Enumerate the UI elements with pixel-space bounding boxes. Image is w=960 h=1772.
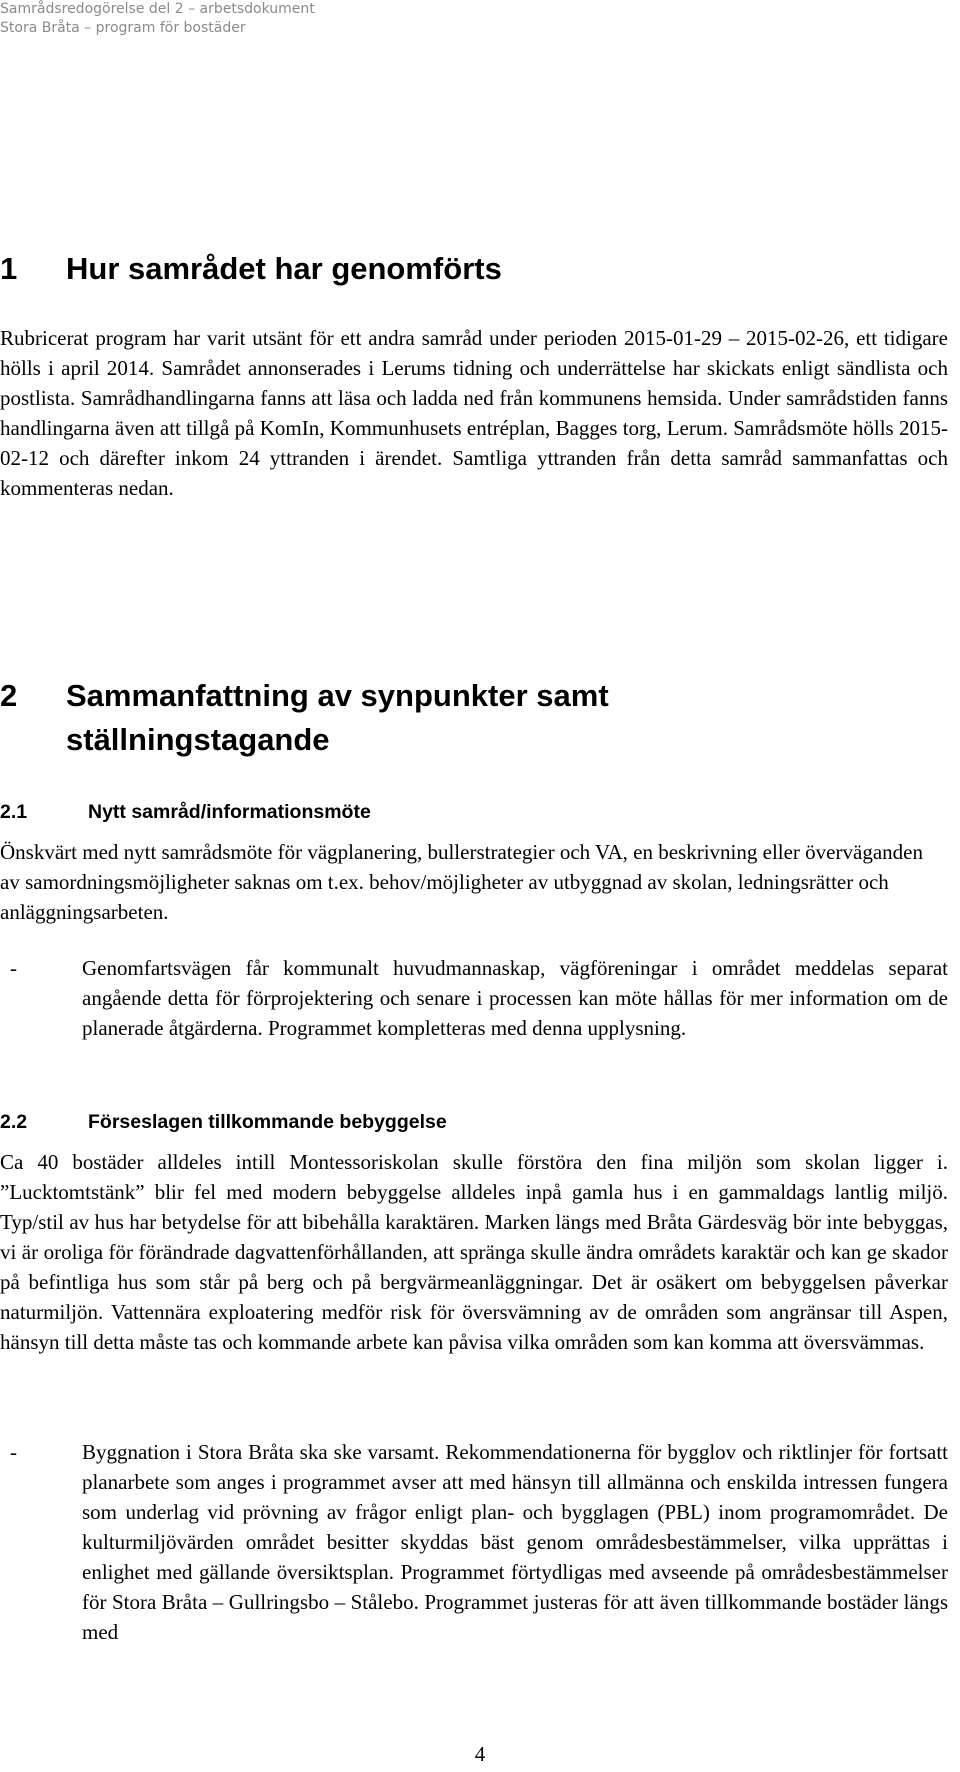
header-line-project-name: Stora Bråta – program för bostäder: [0, 20, 246, 36]
subsection-2-2-bullet-text: Byggnation i Stora Bråta ska ske varsamt. Rekommendationerna för bygglov och riktlinjer för fortsatt planarbete som anges i programmet avser att med hänsyn till allmänna och enskilda intressen fungera som underlag vid prövning av frågor enligt plan- och bygglagen (PBL) inom programområdet. De kulturmiljövärden området besitter skyddas bäst genom områdesbestämmelser, vilka upprättas i enlighet med gällande översiktsplan. Programmet förtydligas med avseende på områdesbestämmelser för Stora Bråta – Gullringsbo – Stålebo. Programmet justeras för att även tillkommande bostäder längs med: [82, 1440, 948, 1644]
subsection-2-2-bullet: [0, 1437, 948, 1647]
bullet-dash: -: [10, 956, 17, 980]
subsection-2-1-heading: [0, 799, 371, 825]
bullet-dash: -: [10, 1440, 17, 1464]
subsection-2-1-title: Nytt samråd/informationsmöte: [88, 801, 371, 823]
subsection-2-2-title: Förseslagen tillkommande bebyggelse: [88, 1111, 447, 1133]
subsection-2-2-paragraph: Ca 40 bostäder alldeles intill Montessoriskolan skulle förstöra den fina miljön som skolan ligger i. ”Lucktomtstänk” blir fel med modern bebyggelse alldeles inpå gamla hus i en gammaldags lantlig miljö. Typ/stil av hus har betydelse för att bibehålla karaktären. Marken längs med Bråta Gärdesväg bör inte bebyggas, vi är oroliga för förändrade dagvattenförhållanden, att spränga skulle ändra områdets karaktär och kan ge skador på befintliga hus som står på berg och på bergvärmeanläggningar. Det är osäkert om bebyggelsen påverkar naturmiljön. Vattennära exploatering medför risk för översvämning av de områden som angränsar till Aspen, hänsyn till detta måste tas och kommande arbete kan påvisa vilka områden som kan komma att översvämmas.: [0, 1150, 948, 1354]
section-2-number: 2: [0, 678, 18, 713]
section-1-number: 1: [0, 251, 18, 286]
subsection-2-1-number: 2.1: [0, 801, 28, 823]
section-1-paragraph: Rubricerat program har varit utsänt för ett andra samråd under perioden 2015-01-29 – 2015-02-26, ett tidigare hölls i april 2014. Samrådet annonserades i Lerums tidning och underrättelse har skickats enligt sändlista och postlista. Samrådhandlingarna fanns att läsa och ladda ned från kommunens hemsida. Under samrådstiden fanns handlingarna även att tillgå på KomIn, Kommunhusets entréplan, Bagges torg, Lerum. Samrådsmöte hölls 2015-02-12 och därefter inkom 24 yttranden i ärendet. Samtliga yttranden från detta samråd sammanfattas och kommenteras nedan.: [0, 326, 948, 500]
subsection-2-1-bullet-text: Genomfartsvägen får kommunalt huvudmannaskap, vägföreningar i området meddelas separat angående detta för förprojektering och senare i processen kan möte hållas för mer information om de planerade åtgärderna. Programmet kompletteras med denna upplysning.: [82, 956, 948, 1040]
running-header: [0, 0, 315, 38]
section-2-title: Sammanfattning av synpunkter samt ställningstagande: [66, 678, 609, 757]
subsection-2-2-number: 2.2: [0, 1111, 28, 1133]
subsection-2-1-paragraph: Önskvärt med nytt samrådsmöte för vägplanering, bullerstrategier och VA, en beskrivning eller överväganden av samordningsmöjligheter saknas om t.ex. behov/möjligheter av utbyggnad av skolan, ledningsrätter och anläggningsarbeten.: [0, 840, 923, 924]
section-1-heading: [0, 248, 502, 290]
header-line-document-title: Samrådsredogörelse del 2 – arbetsdokument: [0, 1, 315, 17]
subsection-2-1-bullet: [0, 953, 948, 1043]
section-1-title: Hur samrådet har genomförts: [66, 251, 502, 286]
page-number: 4: [474, 1742, 486, 1766]
subsection-2-2-heading: [0, 1109, 447, 1135]
section-2-heading: [0, 674, 960, 762]
